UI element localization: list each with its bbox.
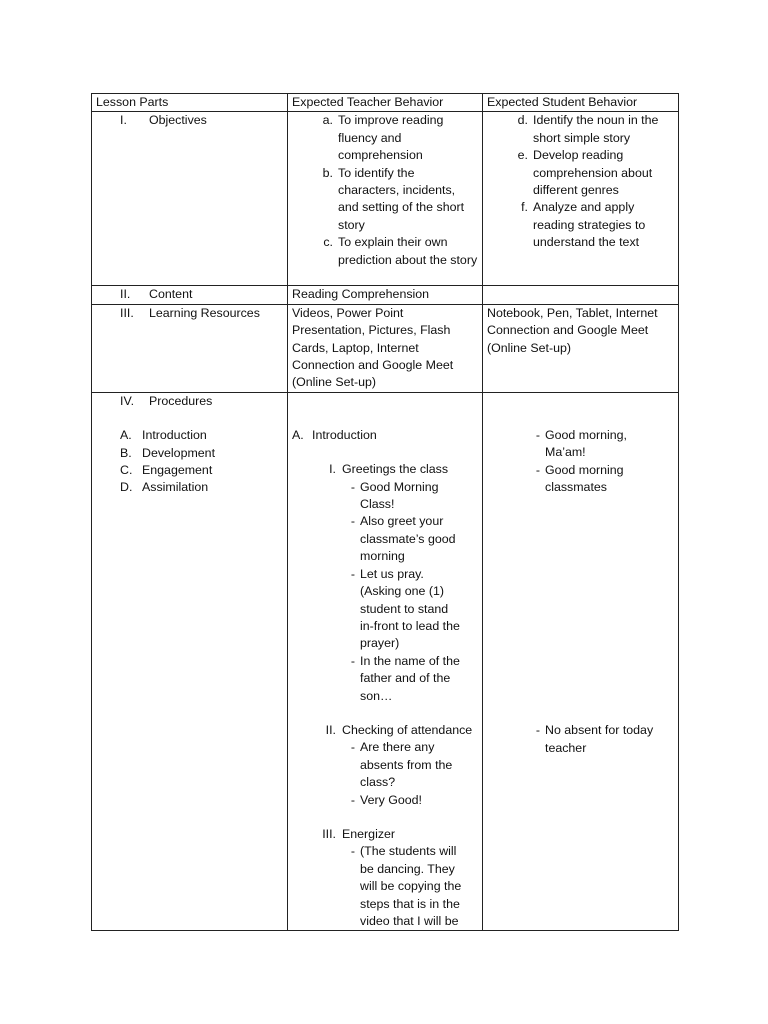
content-row [92, 286, 679, 304]
energizer-section: III. Energizer [322, 826, 396, 841]
roman-numeral: I. [120, 113, 127, 128]
header-lesson-parts: Lesson Parts [92, 94, 288, 112]
list-item: d. Identify the noun in the short simple story [517, 113, 659, 145]
list-item: a. To improve reading fluency and comprehension [322, 113, 444, 163]
content-teacher-cell: Reading Comprehension [288, 286, 483, 304]
list-item: - Let us pray. (Asking one (1) student to stand in-front to lead the prayer) [350, 566, 460, 651]
procedures-teacher-cell [288, 392, 483, 931]
learning-resources-row [92, 304, 679, 392]
procedures-student-cell [483, 392, 679, 931]
header-student-behavior: Expected Student Behavior [483, 94, 679, 112]
list-item: b. To identify the characters, incidents, and setting of the short story [322, 165, 465, 232]
list-item: D. Assimilation [120, 480, 209, 495]
table-header-row [92, 94, 679, 112]
procedures-row [92, 392, 679, 931]
list-item: A. Introduction [120, 428, 207, 443]
lesson-plan-table [91, 93, 679, 931]
list-item: e. Develop reading comprehension about different genres [517, 148, 653, 198]
list-item: - Also greet your classmate’s good morning [350, 514, 456, 564]
list-item: - Good morning, Ma’am! [535, 427, 627, 460]
resources-part-cell: III. Learning Resources [92, 304, 288, 392]
list-item: B. Development [120, 445, 216, 460]
list-item: - Good Morning Class! [350, 479, 439, 512]
procedure-heading: A. Introduction [292, 427, 377, 442]
part-label: Objectives [149, 113, 207, 128]
objectives-row [92, 112, 679, 286]
content-part-cell: II. Content [92, 286, 288, 304]
list-item: - Are there any absents from the class? [350, 740, 453, 790]
resources-student-cell: Notebook, Pen, Tablet, Internet Connection and Google Meet (Online Set-up) [483, 304, 679, 392]
objectives-part-cell [92, 112, 288, 286]
list-item: - In the name of the father and of the son… [350, 653, 460, 703]
list-item: - (The students will be dancing. They will be copying the steps that is in the video that I will be [350, 844, 462, 928]
list-item: - No absent for today teacher [535, 723, 654, 755]
header-teacher-behavior: Expected Teacher Behavior [288, 94, 483, 112]
list-item: - Very Good! [350, 792, 422, 807]
greetings-section: I. Greetings the class [329, 462, 449, 477]
list-item: c. To explain their own prediction about the story [323, 235, 478, 267]
list-item: f. Analyze and apply reading strategies to understand the text [521, 200, 646, 250]
content-student-cell [483, 286, 679, 304]
list-item: - Good morning classmates [535, 462, 624, 495]
procedures-part-cell: IV. Procedures A. Introduction B. Development C. Engagement D. Assimilation [92, 392, 288, 931]
list-item: C. Engagement [120, 463, 213, 478]
objectives-student-cell [483, 112, 679, 286]
objectives-teacher-cell [288, 112, 483, 286]
attendance-section: II. Checking of attendance [325, 722, 473, 737]
resources-teacher-cell: Videos, Power Point Presentation, Pictures, Flash Cards, Laptop, Internet Connection and Google Meet (Online Set-up) [288, 304, 483, 392]
